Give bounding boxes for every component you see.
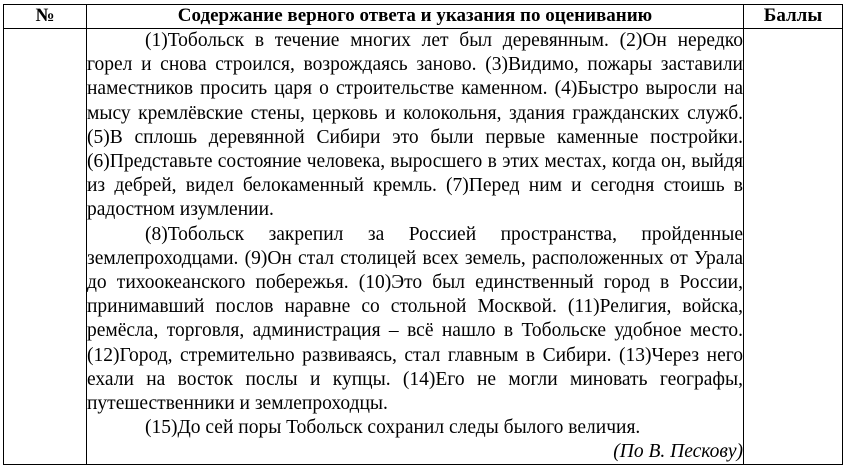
table-row — [4, 29, 843, 465]
header-points: Баллы — [744, 5, 843, 29]
number-cell — [4, 29, 87, 465]
header-content: Содержание верного ответа и указания по оцениванию — [87, 5, 744, 29]
grading-table — [3, 4, 843, 465]
text-paragraph-2: (8)Тобольск закрепил за Россией пространства, пройденные землепроходцами. (9)Он стал столицей всех земель, расположенных от Урала до тихоокеанского побережья. (10)Это был единственный город в России, принимавший послов наравне со стольной Москвой. (11)Религия, войска, ремёсла, торговля, администрация – всё нашло в Тобольске удобное место. (12)Город, стремительно развиваясь, стал главным в Сибири. (13)Через него ехали на восток послы и купцы. (14)Его не могли миновать географы, путешественники и землепроходцы. — [87, 223, 743, 415]
header-number: № — [4, 5, 87, 29]
text-paragraph-3: (15)До сей поры Тобольск сохранил следы былого величия. — [145, 417, 641, 439]
points-cell — [744, 29, 843, 465]
content-cell — [87, 29, 744, 465]
text-paragraph-1: (1)Тобольск в течение многих лет был деревянным. (2)Он нередко горел и снова строился, возрождаясь заново. (3)Видимо, пожары заставили наместников просить царя о строительстве каменном. (4)Быстро выросли на мысу кремлёвские стены, церковь и колокольня, здания гражданских служб. (5)В сплошь деревянной Сибири это были первые каменные постройки. (6)Представьте состояние человека, выросшего в этих местах, когда он, выйдя из дебрей, видел белокаменный кремль. (7)Перед ним и сегодня стоишь в радостном изумлении. — [87, 30, 743, 221]
table-header-row — [4, 5, 843, 29]
author-attribution: (По В. Пескову) — [613, 441, 743, 463]
